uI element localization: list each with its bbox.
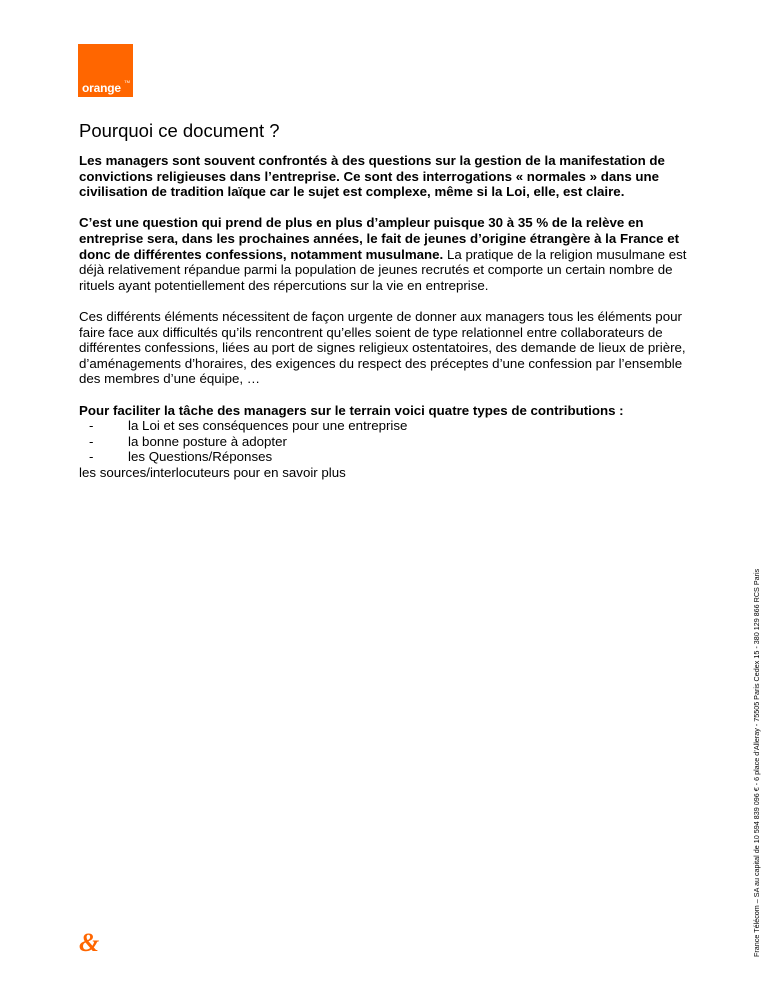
paragraph-context-bold: C’est une question qui prend de plus en plus d’ampleur puisque 30 à 35 % de la relève en entreprise sera, dans les prochaines années, le fait de jeunes d’origine étrangère à la France et donc de différentes confessions, notamment musulmane. [79,215,680,262]
logo-wordmark: orange [82,81,121,95]
list-dash: - [89,418,94,434]
legal-footer: France Télécom – SA au capital de 10 594 839 096 € - 6 place d’Alleray - 75505 Paris Cedex 15 - 380 129 866 RCS Paris [752,568,761,957]
paragraph-needs: Ces différents éléments nécessitent de façon urgente de donner aux managers tous les éléments pour faire face aux difficultés qu’ils rencontrent qu’elles soient de type relationnel entre collaborateurs de différentes confessions, liées au port de signes religieux ostentatoires, des demande de lieux de prière, d’aménagements d’horaires, des exigences du respect des préceptes d’une confession par l’ensemble des membres d’une équipe, … [79,308,686,387]
contributions-list [79,418,699,465]
list-item [79,449,699,465]
document-body [79,153,699,480]
paragraph-intro-text: Les managers sont souvent confrontés à des questions sur la gestion de la manifestation de convictions religieuses dans l’entreprise. Ce sont des interrogations « normales » dans une civilisation de tradition laïque car le sujet est complexe, même si la Loi, elle, est claire. [79,153,665,200]
list-item [79,418,699,434]
list-item-text: la bonne posture à adopter [128,433,287,449]
list-item-text: les Questions/Réponses [128,449,273,465]
contributions-section [79,403,699,481]
paragraph-context-text: La pratique de la religion musulmane est déjà relativement répandue parmi la population de jeunes recrutés et comporte un certain nombre de rituels ayant potentiellement des répercutions sur la vie en entreprise. [79,246,687,293]
list-dash: - [89,433,94,449]
page-title: Pourquoi ce document ? [79,120,280,141]
paragraph-context [79,215,699,293]
list-dash: - [89,449,94,465]
contributions-heading: Pour faciliter la tâche des managers sur le terrain voici quatre types de contributions : [79,402,624,418]
orange-logo [78,44,133,97]
trademark-mark: TM [124,79,130,84]
ampersand-logo-icon: & [79,928,100,957]
contributions-last-line: les sources/interlocuteurs pour en savoir plus [79,464,346,480]
paragraph-intro [79,153,699,200]
list-item [79,434,699,450]
list-item-text: la Loi et ses conséquences pour une entreprise [128,418,408,434]
